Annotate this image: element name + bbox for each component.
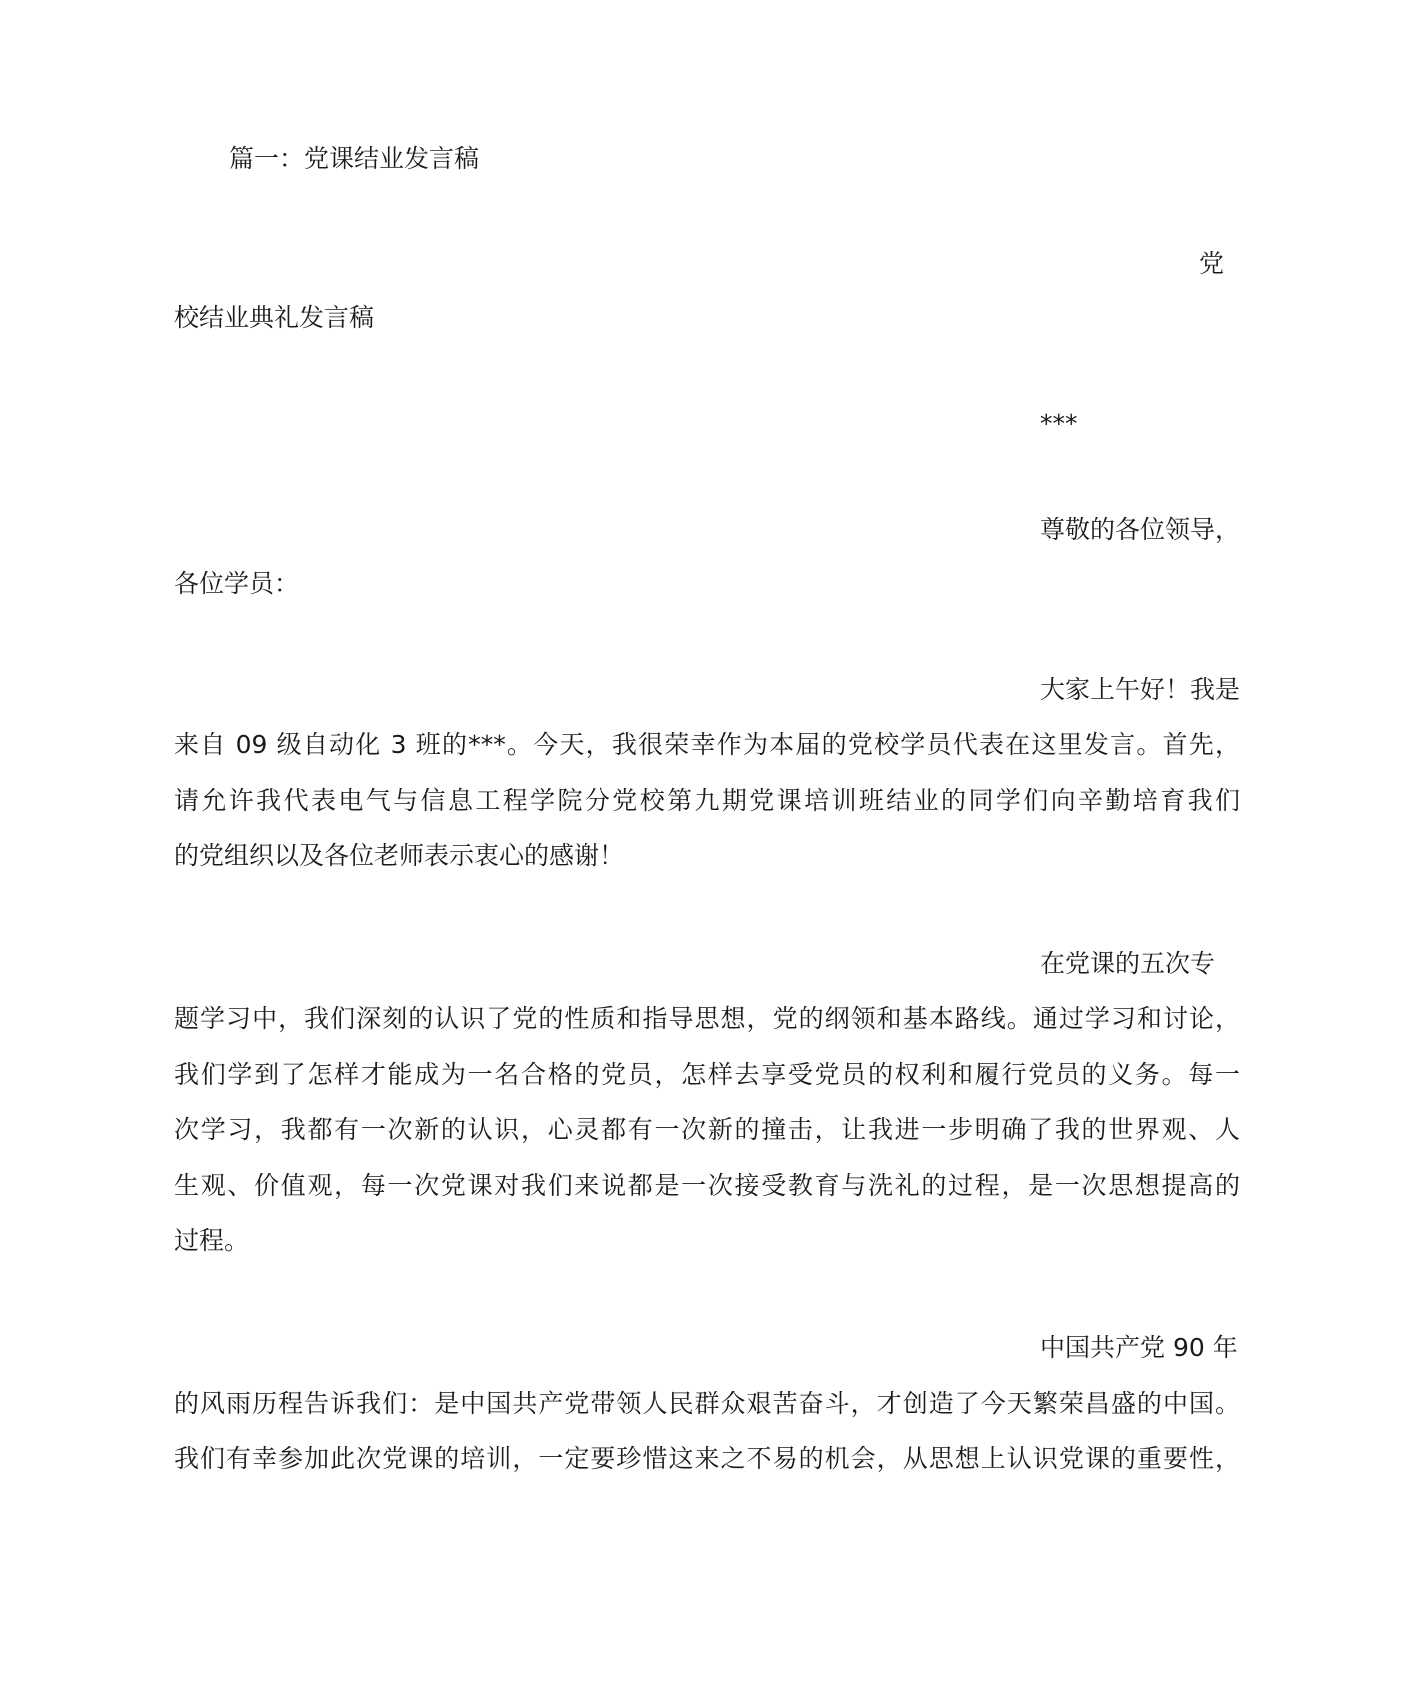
document-heading: 篇一：党课结业发言稿 [229, 144, 480, 173]
title-line-1: 党 [1199, 249, 1225, 278]
paragraph1-start: 大家上午好！我是 [1040, 675, 1241, 704]
paragraph1-line: 来自 09 级自动化 3 班的***。今天，我很荣幸作为本届的党校学员代表在这里发言。首先， [174, 730, 1240, 759]
paragraph1-line: 请允许我代表电气与信息工程学院分党校第九期党课培训班结业的同学们向辛勤培育我们 [174, 786, 1240, 815]
salutation-line-1: 尊敬的各位领导， [1040, 515, 1241, 544]
paragraph2-line: 生观、价值观，每一次党课对我们来说都是一次接受教育与洗礼的过程，是一次思想提高的 [174, 1171, 1240, 1200]
paragraph3-start: 中国共产党 90 年 [1040, 1333, 1238, 1362]
paragraph2-line: 我们学到了怎样才能成为一名合格的党员，怎样去享受党员的权利和履行党员的义务。每一 [174, 1060, 1240, 1089]
paragraph3-line: 的风雨历程告诉我们：是中国共产党带领人民群众艰苦奋斗，才创造了今天繁荣昌盛的中国。 [174, 1389, 1240, 1418]
paragraph2-line: 过程。 [174, 1226, 250, 1255]
paragraph2-line: 次学习，我都有一次新的认识，心灵都有一次新的撞击，让我进一步明确了我的世界观、人 [174, 1115, 1240, 1144]
paragraph2-line: 题学习中，我们深刻的认识了党的性质和指导思想，党的纲领和基本路线。通过学习和讨论， [174, 1004, 1240, 1033]
title-line-2: 校结业典礼发言稿 [174, 303, 375, 332]
paragraph1-line: 的党组织以及各位老师表示衷心的感谢！ [174, 841, 625, 870]
author-name: *** [1040, 409, 1078, 438]
paragraph3-line: 我们有幸参加此次党课的培训，一定要珍惜这来之不易的机会，从思想上认识党课的重要性， [174, 1444, 1240, 1473]
salutation-line-2: 各位学员： [174, 569, 300, 598]
paragraph2-start: 在党课的五次专 [1040, 949, 1216, 978]
